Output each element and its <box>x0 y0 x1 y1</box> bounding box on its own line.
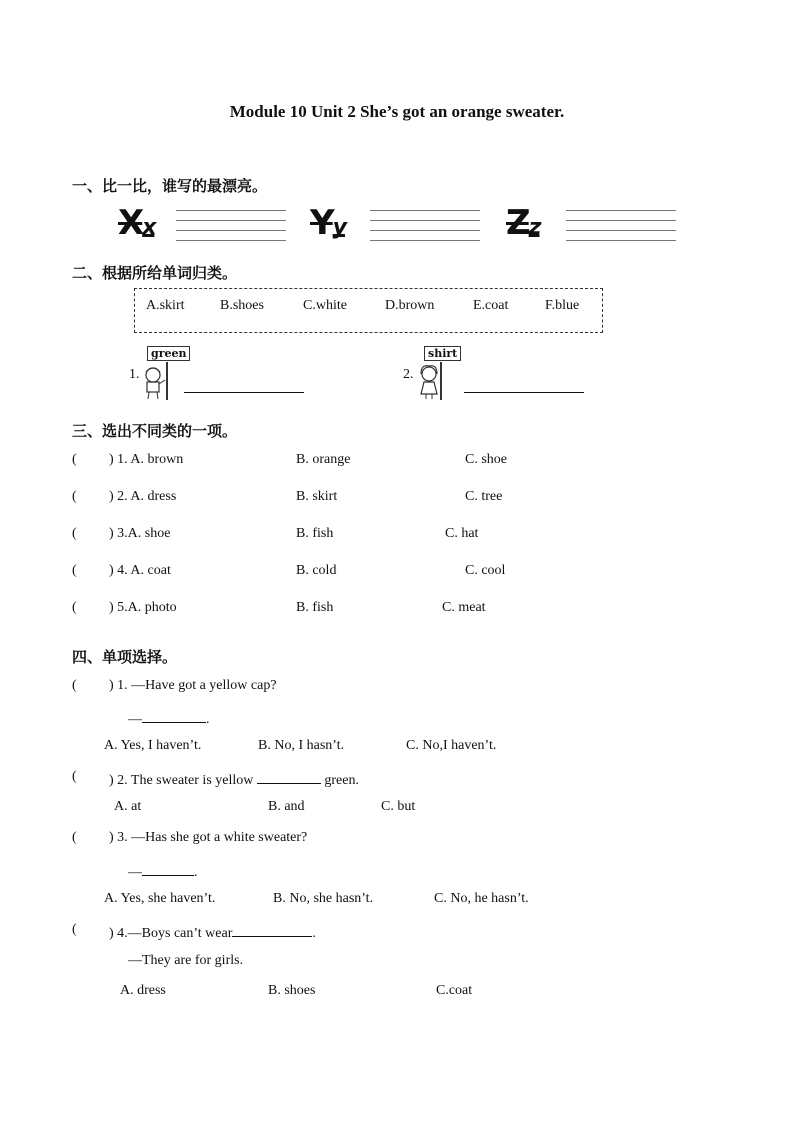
option-c: C. tree <box>465 489 503 504</box>
question-stem: ) 2. The sweater is yellow green. <box>109 769 359 789</box>
letter-practice-y <box>302 203 482 251</box>
sign-pole <box>166 362 168 400</box>
option-b: B. and <box>268 799 305 814</box>
question-stem: ) 2. A. dress <box>109 489 177 504</box>
category-number: 1. <box>129 367 140 382</box>
answer-line-1[interactable] <box>184 392 304 393</box>
word-option: E.coat <box>473 298 509 313</box>
option-a: A. Yes, I haven’t. <box>104 738 202 753</box>
option-b: B. orange <box>296 452 351 467</box>
section-2-heading: 二、根据所给单词归类。 <box>72 264 238 282</box>
category-sign-green: green <box>147 346 190 361</box>
fill-blank[interactable] <box>257 769 321 784</box>
letter-y-sample: Yy <box>310 203 345 243</box>
option-b: B. No, she hasn’t. <box>273 891 374 906</box>
word-option: D.brown <box>385 298 435 313</box>
fill-blank[interactable] <box>232 922 312 937</box>
option-b: B. fish <box>296 526 334 541</box>
reply-line: — . <box>128 708 210 728</box>
option-c: C. meat <box>442 600 486 615</box>
question-stem: ) 1. A. brown <box>109 452 184 467</box>
reply-line: — . <box>128 861 198 881</box>
question-stem: ) 3. —Has she got a white sweater? <box>109 830 308 845</box>
answer-paren: ( <box>72 600 77 615</box>
letter-practice-z <box>498 203 678 251</box>
option-c: C.coat <box>436 983 473 998</box>
letter-x-sample: Xx <box>118 203 155 243</box>
option-a: A. Yes, she haven’t. <box>104 891 216 906</box>
word-option: B.shoes <box>220 298 264 313</box>
question-stem: ) 3.A. shoe <box>109 526 171 541</box>
question-stem: ) 1. —Have got a yellow cap? <box>109 678 277 693</box>
answer-line-2[interactable] <box>464 392 584 393</box>
option-b: B. shoes <box>268 983 316 998</box>
option-a: A. dress <box>120 983 166 998</box>
question-stem: ) 4. A. coat <box>109 563 171 578</box>
word-option: C.white <box>303 298 347 313</box>
option-b: B. skirt <box>296 489 338 504</box>
section-4-heading: 四、单项选择。 <box>72 648 178 666</box>
kid-holding-sign-icon <box>140 366 166 400</box>
option-a: A. at <box>114 799 142 814</box>
girl-holding-sign-icon <box>416 364 442 400</box>
answer-paren: ( <box>72 769 77 784</box>
category-sign-shirt: shirt <box>424 346 461 361</box>
option-c: C. hat <box>445 526 479 541</box>
answer-paren: ( <box>72 452 77 467</box>
option-c: C. shoe <box>465 452 507 467</box>
answer-paren: ( <box>72 563 77 578</box>
option-c: C. No, he hasn’t. <box>434 891 529 906</box>
option-c: C. but <box>381 799 416 814</box>
answer-paren: ( <box>72 489 77 504</box>
answer-paren: ( <box>72 830 77 845</box>
section-1-heading: 一、比一比，谁写的最漂亮。 <box>72 177 268 195</box>
category-number: 2. <box>403 367 414 382</box>
letter-z-sample: Zz <box>506 203 540 243</box>
word-option: F.blue <box>545 298 580 313</box>
answer-paren: ( <box>72 526 77 541</box>
option-b: B. fish <box>296 600 334 615</box>
reply-line: —They are for girls. <box>128 953 244 968</box>
word-option: A.skirt <box>146 298 185 313</box>
fill-blank[interactable] <box>142 708 206 723</box>
option-b: B. No, I hasn’t. <box>258 738 345 753</box>
letter-practice-x <box>108 203 288 251</box>
answer-paren: ( <box>72 678 77 693</box>
option-c: C. cool <box>465 563 506 578</box>
option-b: B. cold <box>296 563 337 578</box>
question-stem: ) 5.A. photo <box>109 600 177 615</box>
question-stem: ) 4.—Boys can’t wear . <box>109 922 316 942</box>
section-3-heading: 三、选出不同类的一项。 <box>72 422 238 440</box>
worksheet-title: Module 10 Unit 2 She’s got an orange sweater. <box>229 102 565 121</box>
option-c: C. No,I haven’t. <box>406 738 497 753</box>
answer-paren: ( <box>72 922 77 937</box>
word-options-box <box>134 288 603 333</box>
fill-blank[interactable] <box>142 861 194 876</box>
